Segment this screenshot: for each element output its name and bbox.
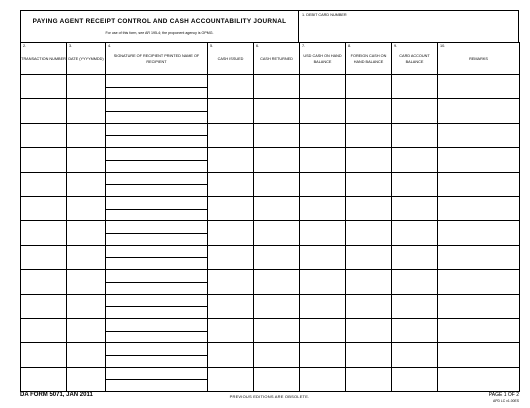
column-label: DATE (YYYYMMDD) bbox=[68, 56, 104, 61]
table-cell-field[interactable] bbox=[208, 172, 254, 196]
table-cell-field[interactable] bbox=[300, 245, 346, 269]
column-header-row bbox=[21, 43, 520, 75]
table-cell-field[interactable] bbox=[67, 221, 106, 245]
column-header-7 bbox=[300, 43, 346, 75]
column-label: CASH RETURNED bbox=[260, 56, 293, 61]
table-cell-field[interactable] bbox=[21, 196, 67, 220]
signature-cell bbox=[106, 196, 208, 220]
form-footer bbox=[20, 390, 519, 408]
signature-field[interactable] bbox=[106, 246, 207, 258]
column-label: USD CASH ON HAND BALANCE bbox=[303, 53, 342, 64]
table-cell-field[interactable] bbox=[21, 318, 67, 342]
table-cell-field[interactable] bbox=[300, 196, 346, 220]
column-number: 7. bbox=[302, 44, 306, 48]
table-cell-field[interactable] bbox=[438, 172, 520, 196]
printed-name-field[interactable] bbox=[106, 209, 207, 221]
printed-name-field[interactable] bbox=[106, 135, 207, 147]
table-cell-field[interactable] bbox=[392, 318, 438, 342]
column-label: SIGNATURE OF RECIPIENT PRINTED NAME OF RECIPIENT bbox=[113, 53, 200, 64]
table-cell-field[interactable] bbox=[300, 99, 346, 123]
table-cell-field[interactable] bbox=[208, 75, 254, 99]
table-row bbox=[21, 294, 520, 318]
table-cell-field[interactable] bbox=[392, 172, 438, 196]
table-cell-field[interactable] bbox=[346, 148, 392, 172]
signature-field[interactable] bbox=[106, 295, 207, 307]
table-cell-field[interactable] bbox=[438, 221, 520, 245]
column-header-2 bbox=[21, 43, 67, 75]
column-header-9 bbox=[392, 43, 438, 75]
table-row bbox=[21, 270, 520, 294]
signature-cell bbox=[106, 245, 208, 269]
table-cell-field[interactable] bbox=[438, 294, 520, 318]
signature-cell bbox=[106, 270, 208, 294]
column-number: 4. bbox=[108, 44, 112, 48]
table-cell-field[interactable] bbox=[208, 148, 254, 172]
signature-field[interactable] bbox=[106, 343, 207, 355]
table-cell-field[interactable] bbox=[67, 367, 106, 391]
column-header-6 bbox=[254, 43, 300, 75]
table-cell-field[interactable] bbox=[208, 123, 254, 147]
table-cell-field[interactable] bbox=[346, 343, 392, 367]
table-cell-field[interactable] bbox=[346, 245, 392, 269]
table-cell-field[interactable] bbox=[67, 245, 106, 269]
table-cell-field[interactable] bbox=[392, 196, 438, 220]
signature-field[interactable] bbox=[106, 270, 207, 282]
table-cell-field[interactable] bbox=[67, 196, 106, 220]
signature-cell bbox=[106, 294, 208, 318]
table-cell-field[interactable] bbox=[254, 172, 300, 196]
printed-name-field[interactable] bbox=[106, 233, 207, 245]
table-cell-field[interactable] bbox=[300, 294, 346, 318]
table-cell-field[interactable] bbox=[208, 318, 254, 342]
column-number: 2. bbox=[23, 44, 27, 48]
table-cell-field[interactable] bbox=[346, 99, 392, 123]
signature-field[interactable] bbox=[106, 99, 207, 111]
table-cell-field[interactable] bbox=[21, 148, 67, 172]
table-cell-field[interactable] bbox=[254, 318, 300, 342]
table-cell-field[interactable] bbox=[392, 221, 438, 245]
table-row bbox=[21, 221, 520, 245]
table-cell-field[interactable] bbox=[254, 99, 300, 123]
debit-card-label: 1. DEBIT CARD NUMBER bbox=[302, 13, 347, 17]
table-cell-field[interactable] bbox=[300, 75, 346, 99]
table-cell-field[interactable] bbox=[346, 196, 392, 220]
table-cell-field[interactable] bbox=[346, 221, 392, 245]
debit-card-number-field[interactable] bbox=[298, 11, 520, 42]
table-cell-field[interactable] bbox=[67, 270, 106, 294]
table-cell-field[interactable] bbox=[254, 75, 300, 99]
signature-field[interactable] bbox=[106, 124, 207, 136]
table-cell-field[interactable] bbox=[21, 367, 67, 391]
table-cell-field[interactable] bbox=[254, 343, 300, 367]
table-row bbox=[21, 318, 520, 342]
column-label: FOREIGN CASH ON HAND BALANCE bbox=[350, 53, 387, 64]
table-cell-field[interactable] bbox=[300, 123, 346, 147]
signature-cell bbox=[106, 99, 208, 123]
printed-name-field[interactable] bbox=[106, 111, 207, 123]
column-number: 9. bbox=[394, 44, 398, 48]
table-cell-field[interactable] bbox=[438, 99, 520, 123]
signature-cell bbox=[106, 367, 208, 391]
table-cell-field[interactable] bbox=[208, 245, 254, 269]
table-cell-field[interactable] bbox=[300, 343, 346, 367]
printed-name-field[interactable] bbox=[106, 355, 207, 367]
table-cell-field[interactable] bbox=[438, 123, 520, 147]
apd-version: APD LC v1.00ES bbox=[492, 399, 519, 403]
table-cell-field[interactable] bbox=[21, 221, 67, 245]
table-cell-field[interactable] bbox=[254, 367, 300, 391]
column-header-4 bbox=[106, 43, 208, 75]
signature-field[interactable] bbox=[106, 75, 207, 87]
table-row bbox=[21, 148, 520, 172]
table-cell-field[interactable] bbox=[438, 270, 520, 294]
table-cell-field[interactable] bbox=[254, 196, 300, 220]
table-cell-field[interactable] bbox=[21, 294, 67, 318]
table-cell-field[interactable] bbox=[346, 294, 392, 318]
journal-table bbox=[20, 42, 520, 392]
column-label: CASH ISSUED bbox=[217, 56, 244, 61]
table-cell-field[interactable] bbox=[67, 123, 106, 147]
printed-name-field[interactable] bbox=[106, 257, 207, 269]
table-cell-field[interactable] bbox=[392, 294, 438, 318]
table-row bbox=[21, 99, 520, 123]
signature-cell bbox=[106, 343, 208, 367]
printed-name-field[interactable] bbox=[106, 282, 207, 294]
table-cell-field[interactable] bbox=[208, 343, 254, 367]
table-cell-field[interactable] bbox=[254, 148, 300, 172]
table-cell-field[interactable] bbox=[208, 294, 254, 318]
column-number: 8. bbox=[348, 44, 352, 48]
signature-cell bbox=[106, 123, 208, 147]
column-header-3 bbox=[67, 43, 106, 75]
table-cell-field[interactable] bbox=[392, 75, 438, 99]
table-cell-field[interactable] bbox=[67, 294, 106, 318]
table-cell-field[interactable] bbox=[67, 99, 106, 123]
column-header-5 bbox=[208, 43, 254, 75]
table-cell-field[interactable] bbox=[438, 245, 520, 269]
table-cell-field[interactable] bbox=[300, 270, 346, 294]
signature-cell bbox=[106, 172, 208, 196]
table-cell-field[interactable] bbox=[67, 75, 106, 99]
table-cell-field[interactable] bbox=[67, 148, 106, 172]
table-cell-field[interactable] bbox=[438, 196, 520, 220]
table-cell-field[interactable] bbox=[21, 270, 67, 294]
table-row bbox=[21, 172, 520, 196]
table-cell-field[interactable] bbox=[254, 270, 300, 294]
table-cell-field[interactable] bbox=[208, 367, 254, 391]
table-cell-field[interactable] bbox=[300, 148, 346, 172]
column-header-8 bbox=[346, 43, 392, 75]
table-cell-field[interactable] bbox=[346, 318, 392, 342]
table-cell-field[interactable] bbox=[392, 123, 438, 147]
table-cell-field[interactable] bbox=[438, 343, 520, 367]
column-number: 10. bbox=[440, 44, 446, 48]
form-number: DA FORM 5071, JAN 2011 bbox=[20, 392, 93, 398]
column-number: 5. bbox=[210, 44, 214, 48]
table-cell-field[interactable] bbox=[346, 75, 392, 99]
printed-name-field[interactable] bbox=[106, 184, 207, 196]
signature-cell bbox=[106, 148, 208, 172]
table-cell-field[interactable] bbox=[21, 123, 67, 147]
signature-field[interactable] bbox=[106, 221, 207, 233]
printed-name-field[interactable] bbox=[106, 160, 207, 172]
table-cell-field[interactable] bbox=[208, 221, 254, 245]
signature-field[interactable] bbox=[106, 197, 207, 209]
table-row bbox=[21, 367, 520, 391]
table-cell-field[interactable] bbox=[208, 99, 254, 123]
table-row bbox=[21, 123, 520, 147]
column-header-10 bbox=[438, 43, 520, 75]
table-cell-field[interactable] bbox=[208, 196, 254, 220]
signature-field[interactable] bbox=[106, 368, 207, 380]
table-row bbox=[21, 343, 520, 367]
column-number: 3. bbox=[69, 44, 73, 48]
table-cell-field[interactable] bbox=[254, 221, 300, 245]
signature-field[interactable] bbox=[106, 319, 207, 331]
table-cell-field[interactable] bbox=[392, 245, 438, 269]
column-label: TRANSACTION NUMBER bbox=[21, 56, 66, 61]
table-cell-field[interactable] bbox=[254, 294, 300, 318]
table-cell-field[interactable] bbox=[300, 367, 346, 391]
form bbox=[20, 10, 519, 392]
printed-name-field[interactable] bbox=[106, 306, 207, 318]
column-label: REMARKS bbox=[469, 56, 488, 61]
printed-name-field[interactable] bbox=[106, 87, 207, 99]
table-cell-field[interactable] bbox=[300, 221, 346, 245]
title-box bbox=[21, 11, 298, 42]
table-cell-field[interactable] bbox=[254, 123, 300, 147]
table-cell-field[interactable] bbox=[346, 270, 392, 294]
table-cell-field[interactable] bbox=[392, 270, 438, 294]
table-cell-field[interactable] bbox=[208, 270, 254, 294]
table-cell-field[interactable] bbox=[300, 172, 346, 196]
form-title: PAYING AGENT RECEIPT CONTROL AND CASH ACCOUNTABILITY JOURNAL bbox=[32, 18, 287, 25]
signature-cell bbox=[106, 318, 208, 342]
table-cell-field[interactable] bbox=[346, 123, 392, 147]
signature-field[interactable] bbox=[106, 148, 207, 160]
table-cell-field[interactable] bbox=[21, 99, 67, 123]
table-cell-field[interactable] bbox=[392, 99, 438, 123]
table-cell-field[interactable] bbox=[438, 367, 520, 391]
form-header bbox=[20, 10, 519, 42]
table-row bbox=[21, 196, 520, 220]
signature-cell bbox=[106, 221, 208, 245]
table-cell-field[interactable] bbox=[21, 172, 67, 196]
table-body bbox=[21, 75, 520, 392]
table-cell-field[interactable] bbox=[67, 172, 106, 196]
column-label: CARD ACCOUNT BALANCE bbox=[399, 53, 430, 64]
table-cell-field[interactable] bbox=[346, 172, 392, 196]
table-cell-field[interactable] bbox=[392, 343, 438, 367]
table-cell-field[interactable] bbox=[438, 148, 520, 172]
table-cell-field[interactable] bbox=[21, 75, 67, 99]
column-number: 6. bbox=[256, 44, 260, 48]
table-cell-field[interactable] bbox=[300, 318, 346, 342]
table-cell-field[interactable] bbox=[392, 148, 438, 172]
table-cell-field[interactable] bbox=[21, 343, 67, 367]
table-cell-field[interactable] bbox=[438, 75, 520, 99]
previous-editions-note: PREVIOUS EDITIONS ARE OBSOLETE. bbox=[229, 394, 310, 399]
page-number: PAGE 1 OF 2 bbox=[488, 392, 519, 398]
table-cell-field[interactable] bbox=[438, 318, 520, 342]
form-subtitle: For use of this form, see AR 195-4; the proponent agency is OPMG. bbox=[105, 31, 214, 35]
printed-name-field[interactable] bbox=[106, 331, 207, 343]
signature-cell bbox=[106, 75, 208, 99]
signature-field[interactable] bbox=[106, 173, 207, 185]
table-row bbox=[21, 245, 520, 269]
table-cell-field[interactable] bbox=[346, 367, 392, 391]
table-cell-field[interactable] bbox=[67, 343, 106, 367]
table-cell-field[interactable] bbox=[254, 245, 300, 269]
table-cell-field[interactable] bbox=[67, 318, 106, 342]
table-cell-field[interactable] bbox=[21, 245, 67, 269]
table-row bbox=[21, 75, 520, 99]
table-cell-field[interactable] bbox=[392, 367, 438, 391]
